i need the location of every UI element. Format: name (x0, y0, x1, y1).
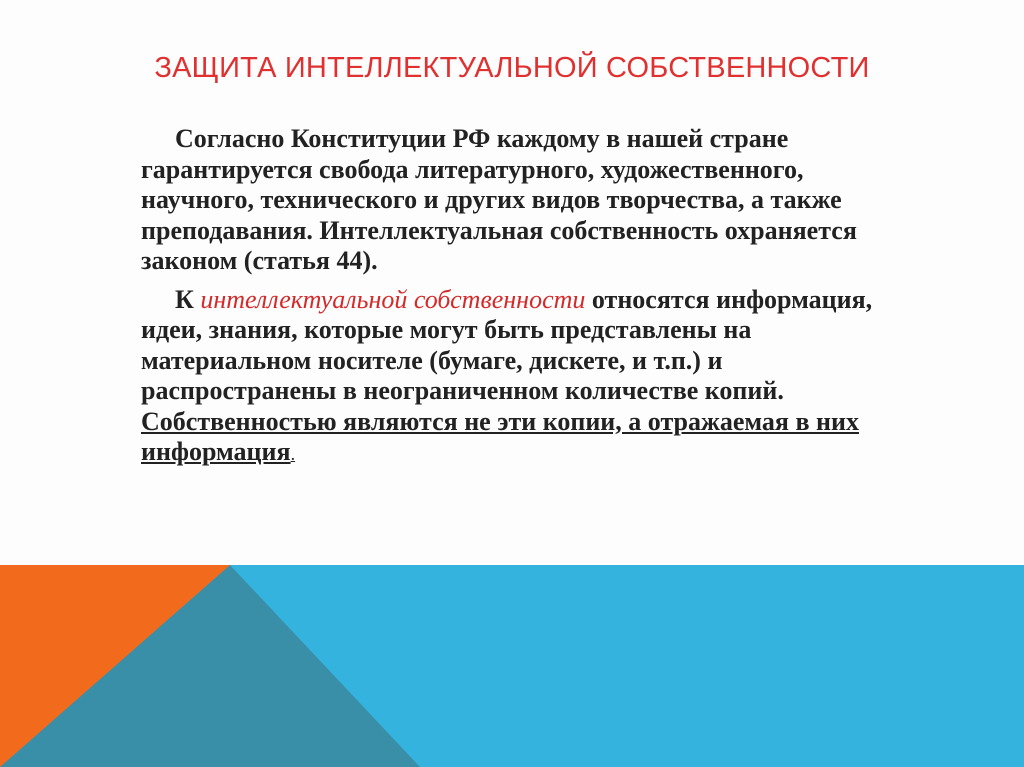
slide-title: ЗАЩИТА ИНТЕЛЛЕКТУАЛЬНОЙ СОБСТВЕННОСТИ (154, 52, 870, 84)
paragraph-lead: К (175, 284, 201, 314)
underlined-statement: Собственностью являются не эти копии, а отражаемая в них информация (141, 406, 859, 466)
paragraph-end: . (290, 444, 296, 464)
highlighted-term: интеллектуальной собственности (200, 284, 586, 314)
paragraph-middle: относятся информация, идеи, знания, которые могут быть представлены на материальном носителе (бумаге, дискете, и т.п.) и распространены в неограниченном количестве копий. (141, 284, 873, 405)
paragraph-intellectual-property (141, 285, 901, 470)
slide-body (141, 124, 901, 478)
paragraph-constitution: Согласно Конституции РФ каждому в нашей стране гарантируется свобода литературного, художественного, научного, технического и других видов творчества, а также преподавания. Интеллектуальная собственность охраняется законом (статья 44). (141, 124, 857, 275)
decorative-bottom-band (0, 565, 1024, 767)
